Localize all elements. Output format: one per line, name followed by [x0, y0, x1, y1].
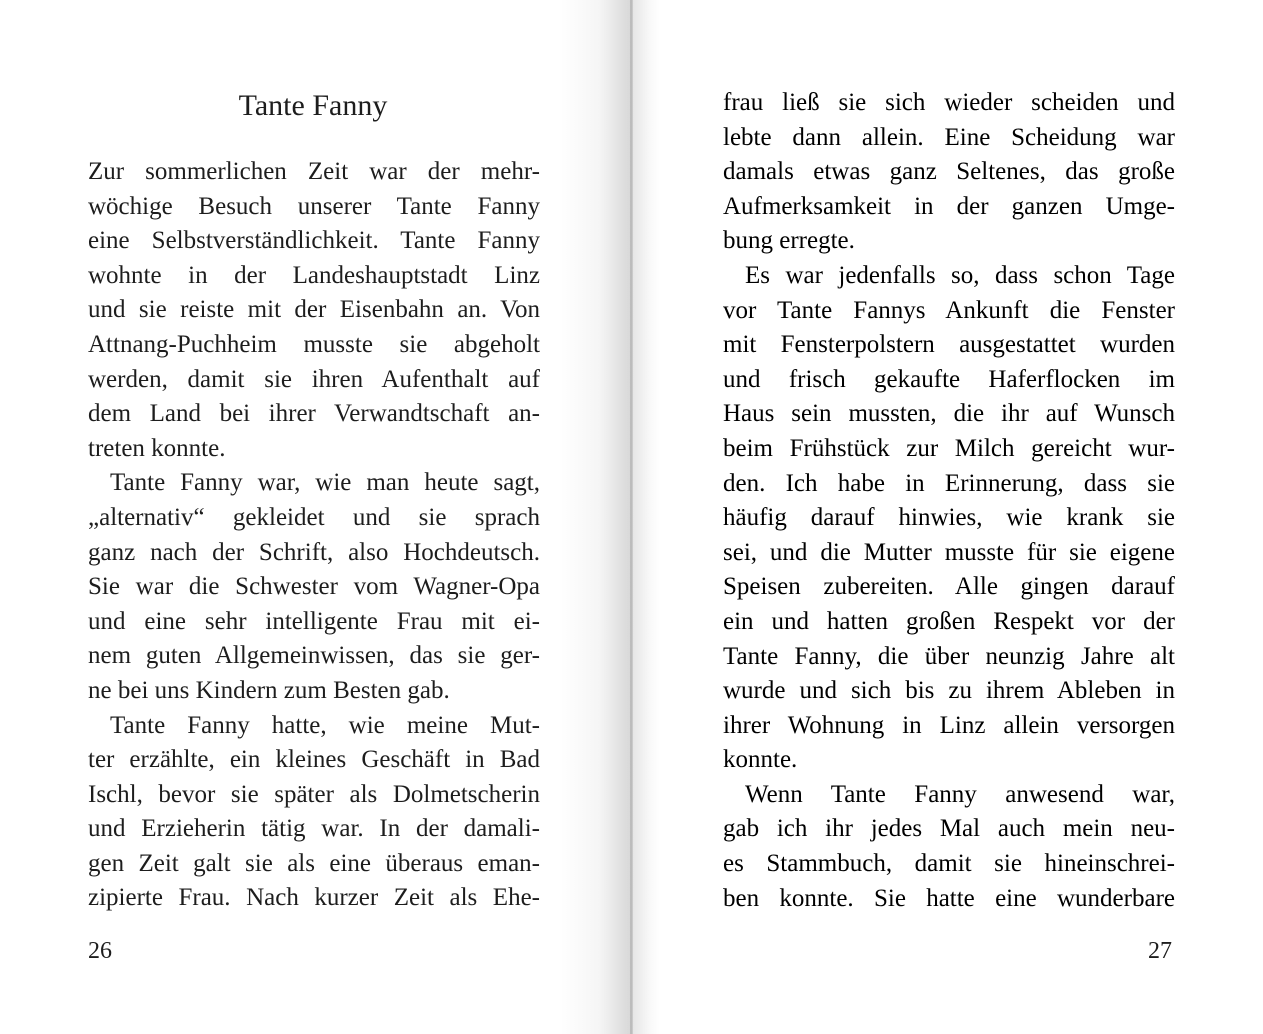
text-line: Sie war die Schwester vom Wagner-Opa: [88, 573, 540, 601]
text-line: konnte.: [723, 746, 798, 774]
text-line: beim Frühstück zur Milch gereicht wur-: [723, 434, 1175, 462]
text-line: lebte dann allein. Eine Scheidung war: [723, 123, 1175, 151]
text-line: wöchige Besuch unserer Tante Fanny: [88, 192, 540, 220]
text-line: treten konnte.: [88, 434, 226, 462]
left-page-text: [88, 155, 540, 916]
text-line: wohnte in der Landeshauptstadt Linz: [88, 261, 540, 289]
text-line: es Stammbuch, damit sie hineinschrei-: [723, 850, 1175, 878]
text-line: Attnang-Puchheim musste sie abgeholt: [88, 330, 540, 358]
text-line: ganz nach der Schrift, also Hochdeutsch.: [88, 538, 540, 566]
text-line: Haus sein mussten, die ihr auf Wunsch: [723, 400, 1175, 428]
right-page-text: [723, 86, 1175, 916]
text-line: vor Tante Fannys Ankunft die Fenster: [723, 296, 1175, 324]
text-line: Zur sommerlichen Zeit war der mehr-: [88, 158, 540, 185]
text-line: häufig darauf hinwies, wie krank sie: [723, 504, 1175, 532]
text-line: Speisen zubereiten. Alle gingen darauf: [723, 573, 1175, 601]
text-line: ne bei uns Kindern zum Besten gab.: [88, 676, 450, 704]
chapter-title: Tante Fanny: [238, 89, 388, 122]
text-line: den. Ich habe in Erinnerung, dass sie: [723, 469, 1175, 497]
text-line: zipierte Frau. Nach kurzer Zeit als Ehe-: [88, 884, 540, 912]
text-line: wurde und sich bis zu ihrem Ableben in: [723, 677, 1175, 705]
text-line: werden, damit sie ihren Aufenthalt auf: [88, 365, 540, 393]
text-line: und sie reiste mit der Eisenbahn an. Von: [88, 296, 540, 324]
text-line: Tante Fanny war, wie man heute sagt,: [110, 469, 540, 497]
text-line: ben konnte. Sie hatte eine wunderbare: [723, 884, 1175, 912]
text-line: mit Fensterpolstern ausgestattet wurden: [723, 331, 1175, 359]
page-number-right: 27: [1148, 938, 1172, 964]
text-line: Tante Fanny, die über neunzig Jahre alt: [723, 642, 1175, 670]
text-line: frau ließ sie sich wieder scheiden und: [723, 89, 1175, 116]
text-line: und frisch gekaufte Haferflocken im: [723, 365, 1175, 393]
text-line: eine Selbstverständlichkeit. Tante Fanny: [88, 227, 540, 255]
text-line: nem guten Allgemeinwissen, das sie ger-: [88, 642, 540, 670]
text-line: und Erzieherin tätig war. In der damali-: [88, 815, 540, 843]
text-line: Wenn Tante Fanny anwesend war,: [745, 780, 1175, 808]
text-line: Aufmerksamkeit in der ganzen Umge-: [723, 192, 1175, 220]
text-line: Ischl, bevor sie später als Dolmetscherin: [88, 780, 540, 808]
text-line: dem Land bei ihrer Verwandtschaft an-: [88, 400, 540, 428]
text-line: gab ich ihr jedes Mal auch mein neu-: [723, 815, 1175, 843]
text-line: damals etwas ganz Seltenes, das große: [723, 158, 1175, 186]
text-line: gen Zeit galt sie als eine überaus eman-: [88, 849, 540, 877]
text-line: ein und hatten großen Respekt vor der: [723, 607, 1175, 635]
text-line: ter erzählte, ein kleines Geschäft in Bad: [88, 746, 540, 774]
text-line: „alternativ“ gekleidet und sie sprach: [88, 503, 540, 531]
text-line: Tante Fanny hatte, wie meine Mut-: [110, 711, 540, 739]
text-line: bung erregte.: [723, 227, 855, 255]
text-line: und eine sehr intelligente Frau mit ei-: [88, 607, 540, 635]
text-line: sei, und die Mutter musste für sie eigene: [723, 538, 1175, 566]
text-line: Es war jedenfalls so, dass schon Tage: [745, 261, 1175, 289]
text-line: ihrer Wohnung in Linz allein versorgen: [723, 711, 1175, 739]
page-number-left: 26: [88, 938, 112, 964]
